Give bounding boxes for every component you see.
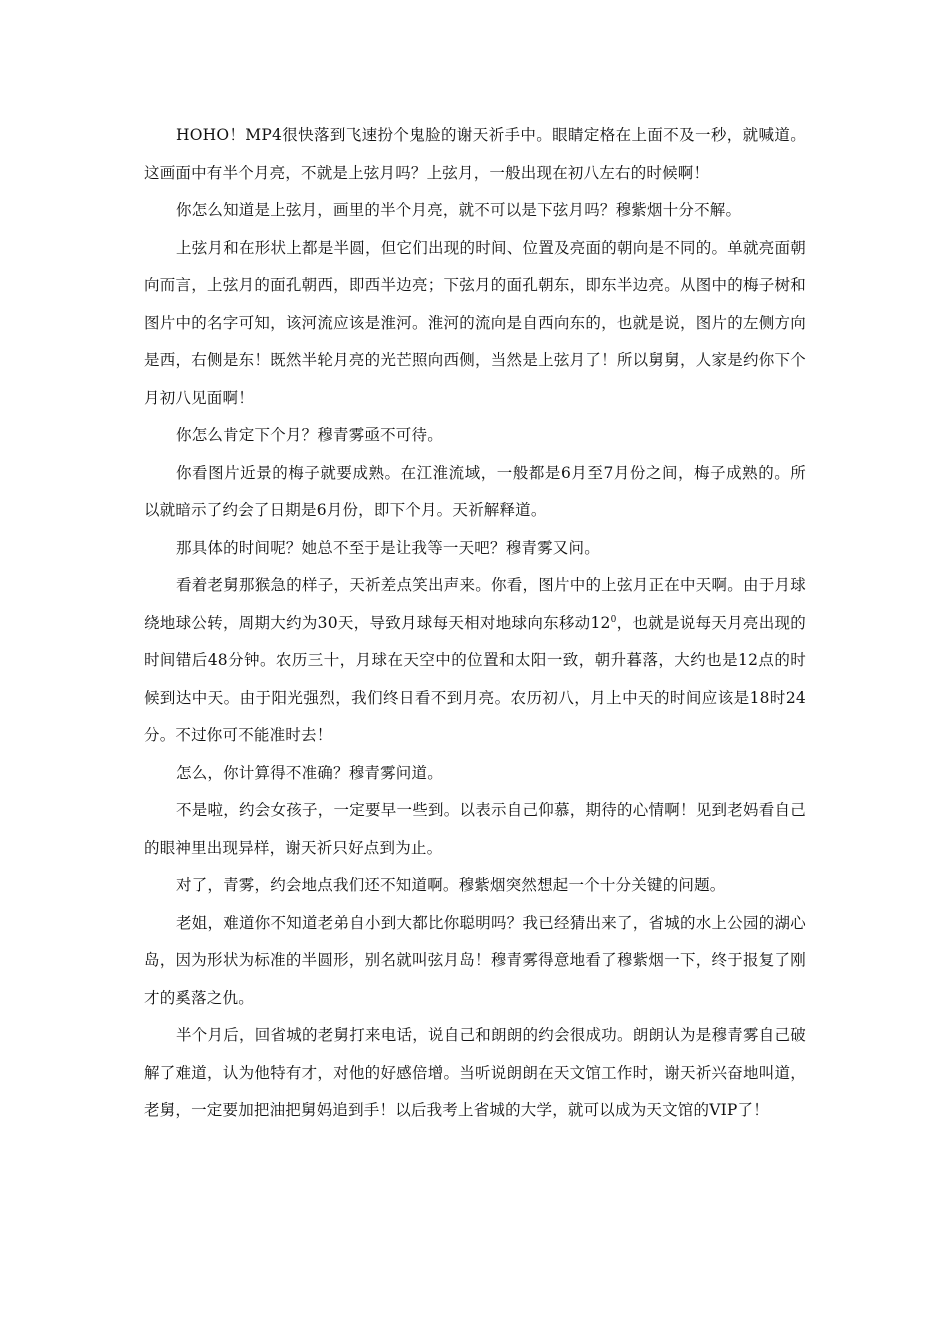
paragraph-2: 你怎么知道是上弦月，画里的半个月亮，就不可以是下弦月吗？穆紫烟十分不解。 (176, 201, 742, 219)
degree-superscript: 0 (610, 614, 617, 625)
paragraph-12: 半个月后，回省城的老舅打来电话，说自己和朗朗的约会很成功。朗朗认为是穆青雾自己破解了难道，认为他特有才，对他的好感倍增。当听说朗朗在天文馆工作时，谢天祈兴奋地叫道，老舅，一定要加把油把舅妈追到手！以后我考上省城的大学，就可以成为天文馆的VIP了！ (144, 1026, 806, 1119)
paragraph-5: 你看图片近景的梅子就要成熟。在江淮流域，一般都是6月至7月份之间，梅子成熟的。所以就暗示了约会了日期是6月份，即下个月。天祈解释道。 (144, 463, 806, 519)
paragraph-11: 老姐，难道你不知道老弟自小到大都比你聪明吗？我已经猜出来了，省城的水上公园的湖心岛，因为形状为标准的半圆形，别名就叫弦月岛！穆青雾得意地看了穆紫烟一下，终于报复了刚才的奚落之仇。 (144, 913, 806, 1007)
paragraph-8: 怎么，你计算得不准确？穆青雾问道。 (176, 763, 443, 782)
document-page (144, 117, 806, 1130)
paragraph-10: 对了，青雾，约会地点我们还不知道啊。穆紫烟突然想起一个十分关键的问题。 (176, 876, 726, 894)
paragraph-7 (144, 567, 806, 755)
paragraph-9: 不是啦，约会女孩子，一定要早一些到。以表示自己仰慕，期待的心情啊！见到老妈看自己的眼神里出现异样，谢天祈只好点到为止。 (144, 801, 806, 857)
paragraph-3: 上弦月和在形状上都是半圆，但它们出现的时间、位置及亮面的朝向是不同的。单就亮面朝向而言，上弦月的面孔朝西，即西半边亮；下弦月的面孔朝东，即东半边亮。从图中的梅子树和图片中的名字可知，该河流应该是淮河。淮河的流向是自西向东的，也就是说，图片的左侧方向是西，右侧是东！既然半轮月亮的光芒照向西侧，当然是上弦月了！所以舅舅，人家是约你下个月初八见面啊！ (144, 238, 806, 407)
paragraph-6: 那具体的时间呢？她总不至于是让我等一天吧？穆青雾又问。 (176, 538, 600, 557)
paragraph-1: HOHO！MP4很快落到飞速扮个鬼脸的谢天祈手中。眼睛定格在上面不及一秒，就喊道。这画面中有半个月亮，不就是上弦月吗？上弦月，一般出现在初八左右的时候啊！ (144, 126, 806, 182)
paragraph-7-tail: ，也就是说每天月亮出现的时间错后48分钟。农历三十，月球在天空中的位置和太阳一致，朝升暮落，大约也是12点的时候到达中天。由于阳光强烈，我们终日看不到月亮。农历初八，月上中天的时间应该是18时24分。不过你可不能准时去！ (144, 613, 806, 744)
paragraph-4: 你怎么肯定下个月？穆青雾亟不可待。 (176, 426, 443, 444)
paragraph-7-head: 看着老舅那猴急的样子，天祈差点笑出声来。你看，图片中的上弦月正在中天啊。由于月球绕地球公转，周期大约为30天，导致月球每天相对地球向东移动12 (144, 576, 806, 632)
